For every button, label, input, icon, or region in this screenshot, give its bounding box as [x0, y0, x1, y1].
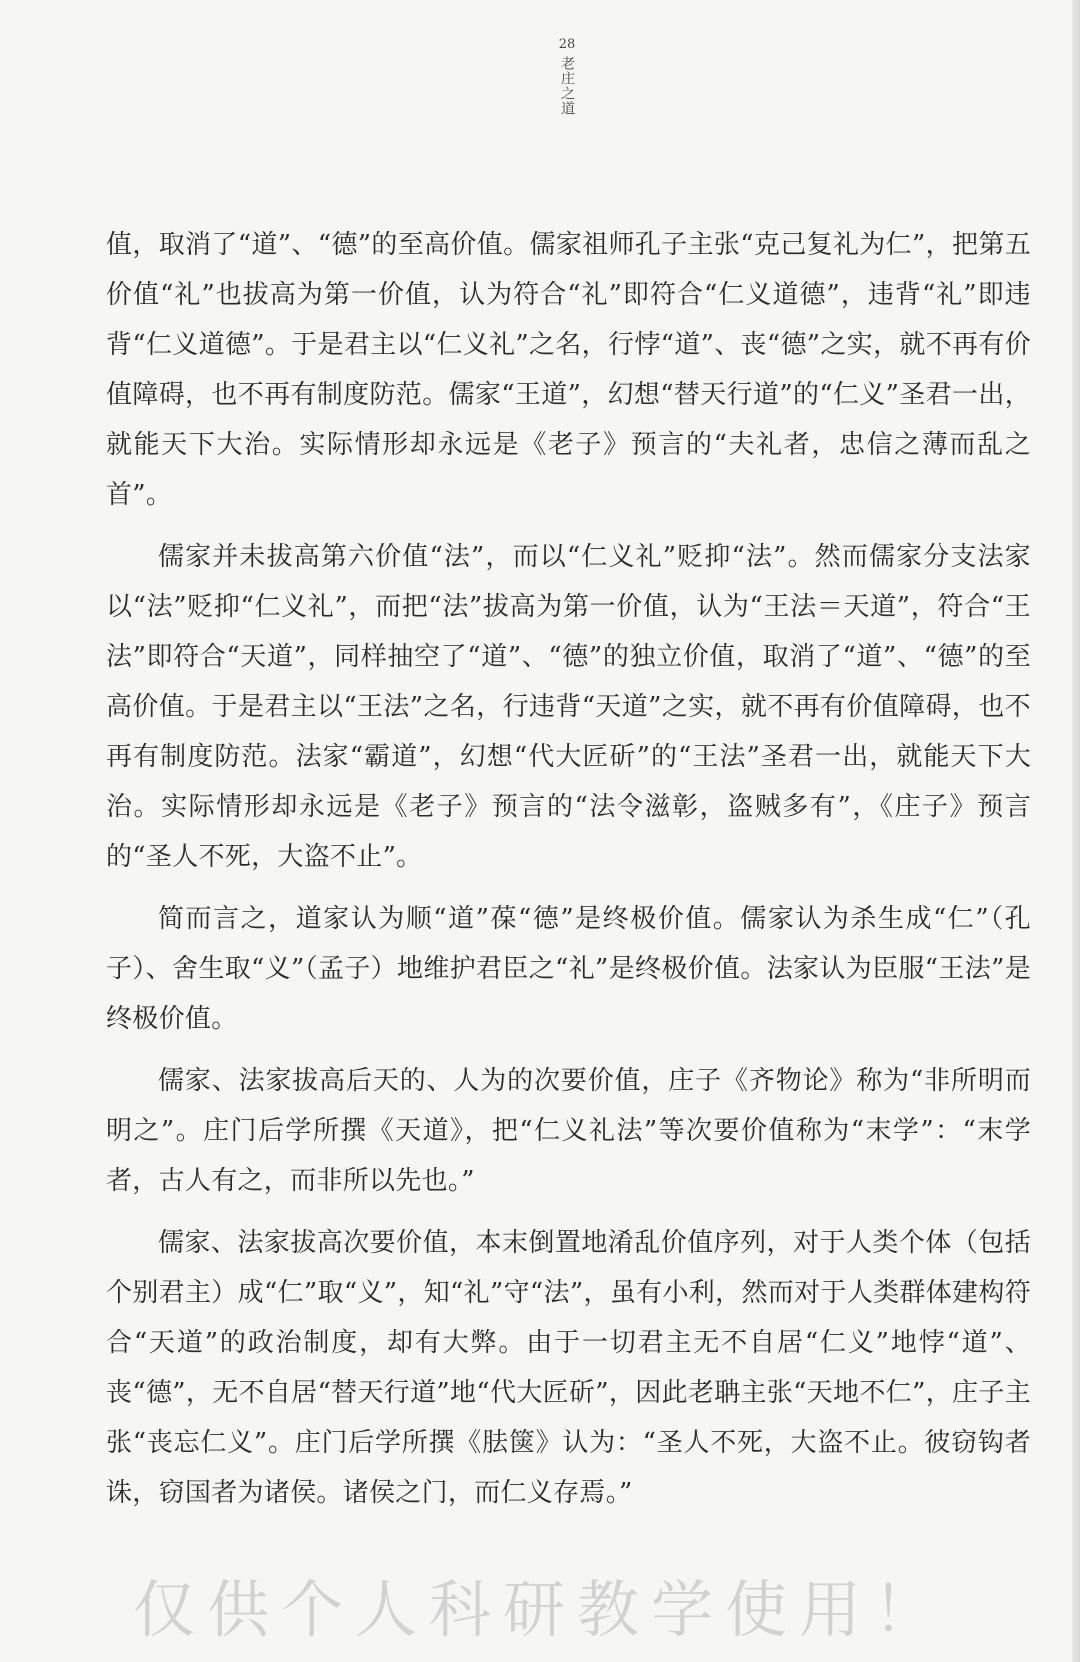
- paragraph-4: 儒家、法家拔高后天的、人为的次要价值，庄子《齐物论》称为“非所明而明之”。庄门后学所撰《天道》，把“仁义礼法”等次要价值称为“末学”：“末学者，古人有之，而非所以先也。”: [106, 1066, 1031, 1196]
- paragraph-3: 简而言之，道家认为顺“道”葆“德”是终极价值。儒家认为杀生成“仁”（孔子）、舍生取“义”（孟子）地维护君臣之“礼”是终极价值。法家认为臣服“王法”是终极价值。: [106, 904, 1031, 1034]
- watermark: 仅供个人科研教学使用！: [132, 1573, 947, 1646]
- page-number: 28: [558, 37, 576, 52]
- book-title: 老庄之道: [559, 56, 575, 116]
- page-edge: [1072, 0, 1080, 1662]
- paragraph-5: 儒家、法家拔高次要价值，本末倒置地淆乱价值序列，对于人类个体（包括个别君主）成“仁”取“义”，知“礼”守“法”，虽有小利，然而对于人类群体建构符合“天道”的政治制度，却有大弊。由于一切君主无不自居“仁义”地悖“道”、丧“德”，无不自居“替天行道”地“代大匠斫”，因此老聃主张“天地不仁”，庄子主张“丧忘仁义”。庄门后学所撰《胠箧》认为：“圣人不死，大盗不止。彼窃钩者诛，窃国者为诸侯。诸侯之门，而仁义存焉。”: [106, 1228, 1031, 1508]
- paragraph-2: 儒家并未拔高第六价值“法”，而以“仁义礼”贬抑“法”。然而儒家分支法家以“法”贬抑“仁义礼”，而把“法”拔高为第一价值，认为“王法＝天道”，符合“王法”即符合“天道”，同样抽空了“道”、“德”的独立价值，取消了“道”、“德”的至高价值。于是君主以“王法”之名，行违背“天道”之实，就不再有价值障碍，也不再有制度防范。法家“霸道”，幻想“代大匠斫”的“王法”圣君一出，就能天下大治。实际情形却永远是《老子》预言的“法令滋彰，盗贼多有”，《庄子》预言的“圣人不死，大盗不止”。: [106, 542, 1031, 872]
- body-text: [106, 220, 1031, 1518]
- paragraph-1: 值，取消了“道”、“德”的至高价值。儒家祖师孔子主张“克己复礼为仁”，把第五价值“礼”也拔高为第一价值，认为符合“礼”即符合“仁义道德”，违背“礼”即违背“仁义道德”。于是君主以“仁义礼”之名，行悖“道”、丧“德”之实，就不再有价值障碍，也不再有制度防范。儒家“王道”，幻想“替天行道”的“仁义”圣君一出，就能天下大治。实际情形却永远是《老子》预言的“夫礼者，忠信之薄而乱之首”。: [106, 230, 1031, 510]
- running-head: [555, 36, 579, 116]
